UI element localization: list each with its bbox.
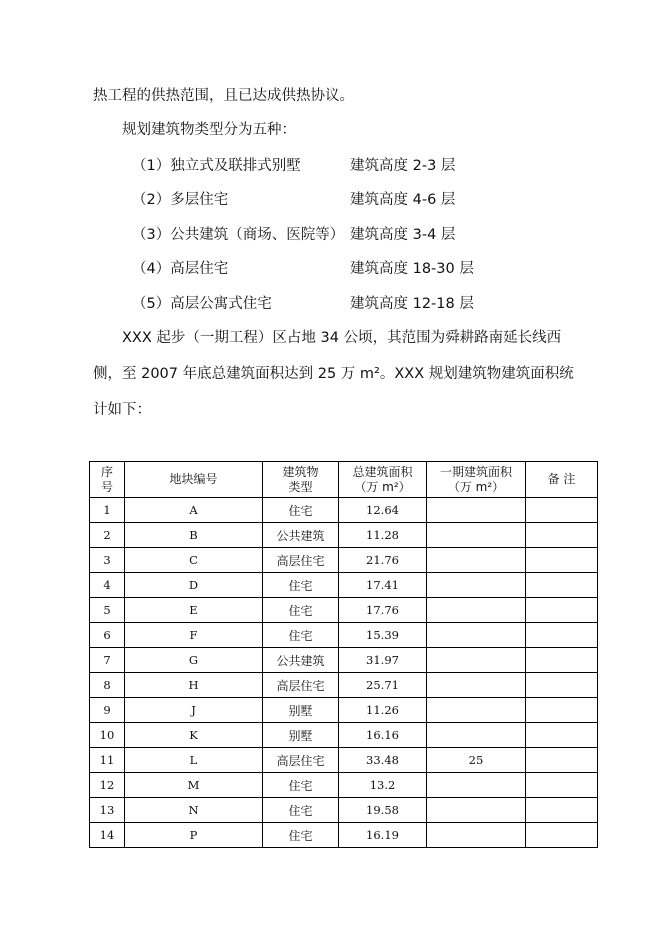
header-type: 建筑物 类型: [263, 462, 339, 498]
cell-remark: [526, 723, 598, 748]
cell-plot: L: [125, 748, 263, 773]
cell-remark: [526, 623, 598, 648]
table-row: [90, 498, 598, 523]
cell-remark: [526, 523, 598, 548]
cell-type: 高层住宅: [263, 673, 339, 698]
header-plot: 地块编号: [125, 462, 263, 498]
table-row: [90, 773, 598, 798]
building-type-label: （3）公共建筑（商场、医院等）: [132, 227, 345, 243]
table-row: [90, 548, 598, 573]
cell-phase1-area: [427, 598, 526, 623]
cell-plot: D: [125, 573, 263, 598]
cell-seq: 1: [90, 498, 125, 523]
building-type-label: （4）高层住宅: [132, 261, 229, 277]
cell-plot: A: [125, 498, 263, 523]
cell-remark: [526, 648, 598, 673]
cell-remark: [526, 823, 598, 848]
cell-phase1-area: [427, 798, 526, 823]
cell-plot: B: [125, 523, 263, 548]
table-row: [90, 823, 598, 848]
cell-seq: 3: [90, 548, 125, 573]
cell-type: 住宅: [263, 623, 339, 648]
cell-remark: [526, 698, 598, 723]
cell-type: 住宅: [263, 598, 339, 623]
cell-type: 住宅: [263, 823, 339, 848]
cell-plot: E: [125, 598, 263, 623]
cell-type: 别墅: [263, 723, 339, 748]
header-remark: 备 注: [526, 462, 598, 498]
building-type-label: （1）独立式及联排式别墅: [132, 158, 301, 174]
cell-phase1-area: [427, 573, 526, 598]
cell-plot: J: [125, 698, 263, 723]
cell-total-area: 21.76: [339, 548, 427, 573]
cell-plot: N: [125, 798, 263, 823]
cell-seq: 6: [90, 623, 125, 648]
cell-seq: 2: [90, 523, 125, 548]
building-type-height: 建筑高度 2-3 层: [350, 158, 456, 174]
cell-total-area: 13.2: [339, 773, 427, 798]
cell-phase1-area: [427, 773, 526, 798]
paragraph-phase1-area-line2: 侧，至 2007 年底总建筑面积达到 25 万 m²。XXX 规划建筑物建筑面积统: [93, 366, 574, 382]
cell-seq: 7: [90, 648, 125, 673]
cell-plot: P: [125, 823, 263, 848]
cell-total-area: 25.71: [339, 673, 427, 698]
cell-plot: K: [125, 723, 263, 748]
cell-remark: [526, 498, 598, 523]
paragraph-heating-scope: 热工程的供热范围，且已达成供热协议。: [93, 88, 354, 104]
cell-phase1-area: [427, 698, 526, 723]
cell-type: 高层住宅: [263, 748, 339, 773]
cell-type: 住宅: [263, 798, 339, 823]
cell-total-area: 19.58: [339, 798, 427, 823]
cell-remark: [526, 548, 598, 573]
table-row: [90, 698, 598, 723]
cell-seq: 5: [90, 598, 125, 623]
cell-plot: H: [125, 673, 263, 698]
cell-total-area: 17.76: [339, 598, 427, 623]
cell-type: 公共建筑: [263, 648, 339, 673]
cell-total-area: 11.28: [339, 523, 427, 548]
cell-type: 住宅: [263, 573, 339, 598]
cell-total-area: 16.19: [339, 823, 427, 848]
header-phase1-area: 一期建筑面积 （万 m²）: [427, 462, 526, 498]
cell-plot: C: [125, 548, 263, 573]
cell-phase1-area: [427, 623, 526, 648]
building-type-height: 建筑高度 18-30 层: [350, 261, 474, 277]
paragraph-phase1-area-line3: 计如下：: [93, 402, 151, 418]
cell-phase1-area: [427, 648, 526, 673]
building-type-label: （2）多层住宅: [132, 192, 229, 208]
cell-plot: G: [125, 648, 263, 673]
cell-phase1-area: [427, 673, 526, 698]
paragraph-building-types-intro: 规划建筑物类型分为五种：: [122, 122, 296, 138]
cell-total-area: 11.26: [339, 698, 427, 723]
cell-total-area: 31.97: [339, 648, 427, 673]
cell-phase1-area: [427, 523, 526, 548]
cell-seq: 14: [90, 823, 125, 848]
cell-type: 住宅: [263, 773, 339, 798]
cell-remark: [526, 798, 598, 823]
cell-phase1-area: [427, 548, 526, 573]
cell-total-area: 16.16: [339, 723, 427, 748]
header-seq: 序 号: [90, 462, 125, 498]
cell-phase1-area: 25: [427, 748, 526, 773]
cell-type: 别墅: [263, 698, 339, 723]
cell-remark: [526, 573, 598, 598]
cell-seq: 8: [90, 673, 125, 698]
table-row: [90, 598, 598, 623]
building-type-height: 建筑高度 3-4 层: [350, 227, 456, 243]
cell-phase1-area: [427, 723, 526, 748]
cell-phase1-area: [427, 498, 526, 523]
cell-type: 公共建筑: [263, 523, 339, 548]
cell-plot: M: [125, 773, 263, 798]
cell-seq: 11: [90, 748, 125, 773]
building-type-height: 建筑高度 4-6 层: [350, 192, 456, 208]
table-row: [90, 573, 598, 598]
cell-remark: [526, 748, 598, 773]
table-row: [90, 623, 598, 648]
paragraph-phase1-area-line1: XXX 起步（一期工程）区占地 34 公顷，其范围为舜耕路南延长线西: [122, 330, 562, 346]
building-type-label: （5）高层公寓式住宅: [132, 296, 272, 312]
building-area-table: [89, 461, 598, 848]
building-type-height: 建筑高度 12-18 层: [350, 296, 474, 312]
cell-seq: 12: [90, 773, 125, 798]
cell-total-area: 17.41: [339, 573, 427, 598]
table-header-row: [90, 462, 598, 498]
cell-seq: 9: [90, 698, 125, 723]
cell-remark: [526, 773, 598, 798]
table-row: [90, 723, 598, 748]
cell-seq: 13: [90, 798, 125, 823]
header-total-area: 总建筑面积 （万 m²）: [339, 462, 427, 498]
cell-plot: F: [125, 623, 263, 648]
cell-seq: 4: [90, 573, 125, 598]
cell-phase1-area: [427, 823, 526, 848]
cell-total-area: 12.64: [339, 498, 427, 523]
table-row: [90, 798, 598, 823]
table-row: [90, 648, 598, 673]
table-row: [90, 673, 598, 698]
table-row: [90, 523, 598, 548]
cell-remark: [526, 598, 598, 623]
cell-remark: [526, 673, 598, 698]
cell-total-area: 15.39: [339, 623, 427, 648]
cell-type: 高层住宅: [263, 548, 339, 573]
cell-type: 住宅: [263, 498, 339, 523]
table-row: [90, 748, 598, 773]
cell-seq: 10: [90, 723, 125, 748]
cell-total-area: 33.48: [339, 748, 427, 773]
